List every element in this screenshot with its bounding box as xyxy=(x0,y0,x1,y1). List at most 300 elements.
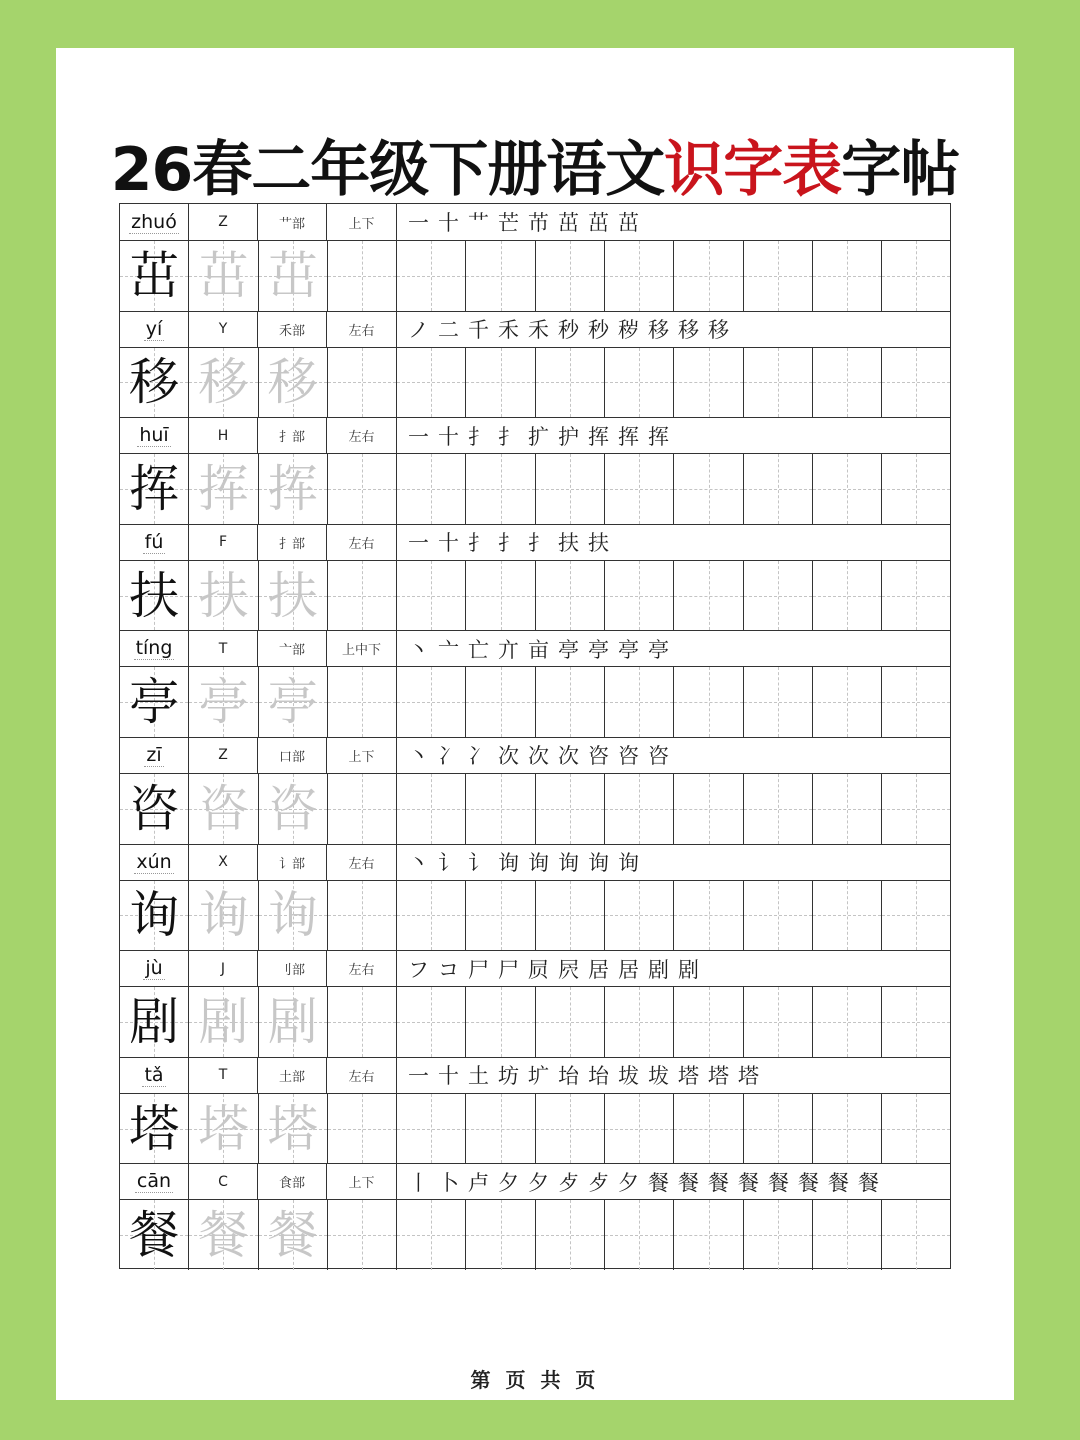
writing-box[interactable] xyxy=(328,561,397,631)
stroke-step: 圹 xyxy=(528,1064,549,1089)
writing-box[interactable] xyxy=(882,561,950,631)
pinyin-cell xyxy=(120,845,189,880)
writing-box[interactable] xyxy=(466,1094,535,1164)
trace-character: 咨 xyxy=(267,779,318,838)
writing-box[interactable] xyxy=(259,774,328,844)
radical-cell xyxy=(258,418,327,453)
writing-box[interactable] xyxy=(397,667,466,737)
letter-cell xyxy=(189,204,258,240)
radical-cell xyxy=(258,845,327,880)
stroke-step: 秒 xyxy=(558,318,579,343)
pinyin-cell xyxy=(120,312,189,347)
writing-box[interactable] xyxy=(605,454,674,524)
stroke-step: 土 xyxy=(468,1064,489,1089)
pinyin: jù xyxy=(145,957,163,980)
writing-box[interactable] xyxy=(813,774,882,844)
character-entry xyxy=(120,524,950,631)
writing-box[interactable] xyxy=(674,774,743,844)
radical: 刂部 xyxy=(278,963,305,979)
letter-cell xyxy=(189,1058,258,1093)
stroke-step: 塔 xyxy=(678,1064,699,1089)
stroke-step: 餐 xyxy=(738,1170,759,1195)
writing-box[interactable] xyxy=(882,987,950,1057)
stroke-order xyxy=(397,1164,950,1199)
writing-box[interactable] xyxy=(397,454,466,524)
stroke-step: 茁 xyxy=(588,211,609,235)
pinyin-cell xyxy=(120,418,189,453)
model-character: 咨 xyxy=(129,779,180,838)
writing-box[interactable] xyxy=(605,561,674,631)
stroke-step: 塔 xyxy=(708,1064,729,1089)
info-row xyxy=(120,311,950,348)
stroke-step: 塔 xyxy=(738,1064,759,1089)
writing-box[interactable] xyxy=(882,774,950,844)
pinyin-cell xyxy=(120,204,189,240)
pinyin: tíng xyxy=(135,637,173,660)
writing-box[interactable] xyxy=(882,1200,950,1270)
structure-cell xyxy=(327,845,397,880)
stroke-order xyxy=(397,631,950,666)
writing-box[interactable] xyxy=(259,348,328,418)
writing-box[interactable] xyxy=(259,881,328,951)
stroke-step: 禾 xyxy=(528,318,549,343)
writing-box[interactable] xyxy=(328,774,397,844)
writing-box[interactable] xyxy=(744,667,813,737)
stroke-step: 亩 xyxy=(528,637,549,662)
writing-row xyxy=(120,881,950,951)
stroke-order xyxy=(397,845,950,880)
stroke-step: 餐 xyxy=(798,1170,819,1195)
structure-cell xyxy=(327,631,397,666)
stroke-step: 移 xyxy=(678,318,699,343)
stroke-step: 扌 xyxy=(498,424,519,449)
writing-box[interactable] xyxy=(813,987,882,1057)
model-character: 扶 xyxy=(129,566,180,625)
structure-cell xyxy=(327,951,397,986)
trace-character: 扶 xyxy=(198,566,249,625)
stroke-step: 十 xyxy=(438,1064,459,1089)
writing-box[interactable] xyxy=(882,348,950,418)
writing-box[interactable] xyxy=(120,348,189,418)
title-highlight: 识字表 xyxy=(664,135,842,205)
writing-row xyxy=(120,348,950,418)
info-row xyxy=(120,950,950,987)
stroke-step: 次 xyxy=(498,744,519,769)
writing-box[interactable] xyxy=(328,454,397,524)
writing-box[interactable] xyxy=(536,881,605,951)
stroke-step: 扌 xyxy=(528,531,549,556)
trace-character: 茁 xyxy=(267,246,318,305)
info-row xyxy=(120,417,950,454)
writing-box[interactable] xyxy=(120,454,189,524)
stroke-step: 询 xyxy=(618,851,639,876)
writing-box[interactable] xyxy=(882,454,950,524)
writing-box[interactable] xyxy=(466,561,535,631)
stroke-step: 坺 xyxy=(618,1064,639,1089)
info-row xyxy=(120,737,950,774)
writing-row xyxy=(120,1200,950,1270)
writing-box[interactable] xyxy=(882,667,950,737)
writing-box[interactable] xyxy=(466,774,535,844)
info-row xyxy=(120,844,950,881)
writing-box[interactable] xyxy=(744,1200,813,1270)
writing-box[interactable] xyxy=(397,881,466,951)
writing-box[interactable] xyxy=(744,454,813,524)
writing-box[interactable] xyxy=(536,1094,605,1164)
radical: 扌部 xyxy=(278,536,305,552)
structure-cell xyxy=(327,204,397,240)
writing-box[interactable] xyxy=(674,667,743,737)
stroke-step: 坊 xyxy=(498,1064,519,1089)
pinyin-cell xyxy=(120,738,189,773)
stroke-order xyxy=(397,204,950,240)
initial-letter: Z xyxy=(218,214,228,230)
stroke-step: 艹 xyxy=(468,211,489,235)
radical: 禾部 xyxy=(278,323,305,339)
stroke-step: 禾 xyxy=(498,318,519,343)
character-entry xyxy=(120,417,950,524)
writing-box[interactable] xyxy=(259,667,328,737)
writing-box[interactable] xyxy=(120,774,189,844)
stroke-step: フ xyxy=(408,957,429,982)
stroke-step: 丶 xyxy=(408,637,429,662)
stroke-step: 歺 xyxy=(588,1170,609,1195)
writing-box[interactable] xyxy=(882,1094,950,1164)
writing-box[interactable] xyxy=(536,1200,605,1270)
writing-box[interactable] xyxy=(536,241,605,311)
stroke-step: 询 xyxy=(558,851,579,876)
writing-box[interactable] xyxy=(813,454,882,524)
writing-box[interactable] xyxy=(605,1094,674,1164)
stroke-step: 亭 xyxy=(618,637,639,662)
initial-letter: H xyxy=(217,427,229,444)
pinyin: cān xyxy=(136,1170,172,1193)
pinyin: huī xyxy=(139,424,169,447)
structure: 左右 xyxy=(348,430,375,446)
structure-cell xyxy=(327,1058,397,1093)
writing-box[interactable] xyxy=(189,987,258,1057)
writing-box[interactable] xyxy=(674,1200,743,1270)
writing-box[interactable] xyxy=(536,667,605,737)
writing-box[interactable] xyxy=(397,348,466,418)
trace-character: 扶 xyxy=(267,566,318,625)
stroke-step: 扶 xyxy=(588,531,609,556)
writing-box[interactable] xyxy=(189,1200,258,1270)
stroke-step: 秽 xyxy=(618,318,639,343)
pinyin: fú xyxy=(144,530,164,553)
stroke-step: 歺 xyxy=(558,1170,579,1195)
writing-box[interactable] xyxy=(259,241,328,311)
writing-box[interactable] xyxy=(120,987,189,1057)
writing-box[interactable] xyxy=(466,881,535,951)
initial-letter: C xyxy=(218,1173,228,1190)
writing-row xyxy=(120,1094,950,1164)
radical-cell xyxy=(258,1058,327,1093)
writing-box[interactable] xyxy=(536,348,605,418)
radical-cell xyxy=(258,525,327,560)
writing-box[interactable] xyxy=(882,881,950,951)
trace-character: 茁 xyxy=(198,246,249,305)
writing-box[interactable] xyxy=(674,241,743,311)
writing-box[interactable] xyxy=(189,774,258,844)
letter-cell xyxy=(189,951,258,986)
title-prefix: 26春二年级下册语文 xyxy=(110,135,665,205)
writing-box[interactable] xyxy=(605,1200,674,1270)
writing-box[interactable] xyxy=(744,348,813,418)
writing-box[interactable] xyxy=(744,1094,813,1164)
writing-box[interactable] xyxy=(813,241,882,311)
writing-box[interactable] xyxy=(466,987,535,1057)
stroke-step: 次 xyxy=(528,744,549,769)
title-suffix: 字帖 xyxy=(841,135,960,205)
stroke-step: 丶 xyxy=(408,744,429,769)
writing-box[interactable] xyxy=(536,774,605,844)
initial-letter: Y xyxy=(218,321,228,338)
stroke-step: 丨 xyxy=(408,1170,429,1195)
writing-box[interactable] xyxy=(744,774,813,844)
writing-box[interactable] xyxy=(397,774,466,844)
writing-row xyxy=(120,987,950,1057)
radical: 讠部 xyxy=(278,856,305,872)
writing-row xyxy=(120,774,950,844)
writing-box[interactable] xyxy=(674,348,743,418)
trace-character: 挥 xyxy=(198,459,249,518)
writing-box[interactable] xyxy=(397,1200,466,1270)
stroke-step: 屄 xyxy=(558,957,579,982)
initial-letter: T xyxy=(218,1067,228,1084)
writing-box[interactable] xyxy=(259,987,328,1057)
writing-row xyxy=(120,454,950,524)
structure-cell xyxy=(327,738,397,773)
model-character: 茁 xyxy=(129,246,180,305)
stroke-step: 咨 xyxy=(648,744,669,769)
stroke-step: 亭 xyxy=(648,637,669,662)
structure: 上下 xyxy=(348,216,375,232)
model-character: 塔 xyxy=(129,1099,180,1158)
writing-box[interactable] xyxy=(605,881,674,951)
trace-character: 餐 xyxy=(198,1206,249,1265)
stroke-step: 尸 xyxy=(468,957,489,982)
stroke-step: 坺 xyxy=(648,1064,669,1089)
writing-box[interactable] xyxy=(744,987,813,1057)
writing-box[interactable] xyxy=(813,348,882,418)
writing-box[interactable] xyxy=(813,881,882,951)
pinyin-cell xyxy=(120,951,189,986)
stroke-step: 亡 xyxy=(468,637,489,662)
structure-cell xyxy=(327,1164,397,1199)
character-entry xyxy=(120,311,950,418)
stroke-step: 亠 xyxy=(438,637,459,662)
writing-box[interactable] xyxy=(189,454,258,524)
writing-box[interactable] xyxy=(674,454,743,524)
stroke-step: 卜 xyxy=(438,1170,459,1195)
writing-box[interactable] xyxy=(397,561,466,631)
stroke-step: 芒 xyxy=(498,211,519,235)
writing-box[interactable] xyxy=(674,561,743,631)
structure: 左右 xyxy=(348,323,375,339)
character-entry xyxy=(120,1057,950,1164)
writing-row xyxy=(120,561,950,631)
radical-cell xyxy=(258,1164,327,1199)
stroke-step: 亭 xyxy=(558,637,579,662)
writing-box[interactable] xyxy=(328,987,397,1057)
writing-row xyxy=(120,241,950,311)
writing-box[interactable] xyxy=(536,454,605,524)
writing-box[interactable] xyxy=(189,561,258,631)
stroke-step: 讠 xyxy=(438,851,459,876)
stroke-step: 一 xyxy=(408,211,429,235)
writing-box[interactable] xyxy=(259,1094,328,1164)
writing-box[interactable] xyxy=(120,881,189,951)
writing-box[interactable] xyxy=(259,454,328,524)
letter-cell xyxy=(189,631,258,666)
stroke-step: 餐 xyxy=(678,1170,699,1195)
stroke-step: 询 xyxy=(588,851,609,876)
stroke-step: 茁 xyxy=(618,211,639,235)
character-entry xyxy=(120,950,950,1057)
writing-box[interactable] xyxy=(813,1094,882,1164)
radical: 口部 xyxy=(278,749,305,765)
radical-cell xyxy=(258,312,327,347)
writing-box[interactable] xyxy=(328,667,397,737)
stroke-step: 餐 xyxy=(858,1170,879,1195)
trace-character: 咨 xyxy=(198,779,249,838)
writing-box[interactable] xyxy=(259,1200,328,1270)
trace-character: 亭 xyxy=(267,673,318,732)
writing-box[interactable] xyxy=(189,348,258,418)
writing-box[interactable] xyxy=(397,987,466,1057)
stroke-step: 询 xyxy=(498,851,519,876)
writing-box[interactable] xyxy=(813,1200,882,1270)
writing-box[interactable] xyxy=(120,667,189,737)
writing-box[interactable] xyxy=(189,881,258,951)
pinyin-cell xyxy=(120,525,189,560)
stroke-step: 二 xyxy=(438,318,459,343)
writing-box[interactable] xyxy=(397,241,466,311)
character-entry xyxy=(120,630,950,737)
model-character: 剧 xyxy=(129,992,180,1051)
writing-box[interactable] xyxy=(744,561,813,631)
letter-cell xyxy=(189,418,258,453)
writing-box[interactable] xyxy=(328,1200,397,1270)
info-row xyxy=(120,1057,950,1094)
writing-box[interactable] xyxy=(189,241,258,311)
writing-box[interactable] xyxy=(466,667,535,737)
radical-cell xyxy=(258,204,327,240)
stroke-step: 护 xyxy=(558,424,579,449)
writing-box[interactable] xyxy=(605,348,674,418)
stroke-step: 扌 xyxy=(468,531,489,556)
writing-box[interactable] xyxy=(120,1200,189,1270)
model-character: 亭 xyxy=(129,673,180,732)
writing-box[interactable] xyxy=(328,1094,397,1164)
character-entry xyxy=(120,844,950,951)
writing-box[interactable] xyxy=(328,881,397,951)
stroke-step: 冫 xyxy=(438,744,459,769)
writing-box[interactable] xyxy=(397,1094,466,1164)
stroke-step: 移 xyxy=(708,318,729,343)
structure: 上下 xyxy=(348,1176,375,1192)
stroke-step: 茁 xyxy=(558,211,579,235)
writing-box[interactable] xyxy=(536,561,605,631)
trace-character: 挥 xyxy=(267,459,318,518)
trace-character: 询 xyxy=(267,886,318,945)
writing-box[interactable] xyxy=(605,241,674,311)
writing-box[interactable] xyxy=(328,241,397,311)
stroke-step: 夕 xyxy=(618,1170,639,1195)
initial-letter: T xyxy=(218,640,228,657)
info-row xyxy=(120,204,950,241)
writing-box[interactable] xyxy=(605,667,674,737)
stroke-step: 挥 xyxy=(588,424,609,449)
character-entry xyxy=(120,204,950,311)
stroke-step: 一 xyxy=(408,1064,429,1089)
stroke-step: 亭 xyxy=(588,637,609,662)
writing-box[interactable] xyxy=(744,241,813,311)
writing-box[interactable] xyxy=(813,561,882,631)
writing-box[interactable] xyxy=(744,881,813,951)
writing-box[interactable] xyxy=(189,667,258,737)
writing-box[interactable] xyxy=(674,881,743,951)
stroke-step: 餐 xyxy=(648,1170,669,1195)
stroke-order xyxy=(397,525,950,560)
stroke-step: 十 xyxy=(438,211,459,235)
stroke-step: 亣 xyxy=(498,637,519,662)
writing-row xyxy=(120,667,950,737)
initial-letter: Z xyxy=(218,747,228,764)
writing-box[interactable] xyxy=(466,241,535,311)
trace-character: 移 xyxy=(198,353,249,412)
stroke-step: 冫 xyxy=(468,744,489,769)
letter-cell xyxy=(189,845,258,880)
stroke-step: 扩 xyxy=(528,424,549,449)
stroke-step: 讠 xyxy=(468,851,489,876)
writing-box[interactable] xyxy=(882,241,950,311)
writing-box[interactable] xyxy=(466,454,535,524)
writing-box[interactable] xyxy=(536,987,605,1057)
writing-box[interactable] xyxy=(120,241,189,311)
pinyin-cell xyxy=(120,631,189,666)
pinyin-cell xyxy=(120,1164,189,1199)
stroke-step: 扌 xyxy=(468,424,489,449)
stroke-step: コ xyxy=(438,957,459,982)
trace-character: 塔 xyxy=(198,1099,249,1158)
stroke-step: 餐 xyxy=(708,1170,729,1195)
radical-cell xyxy=(258,631,327,666)
writing-box[interactable] xyxy=(189,1094,258,1164)
writing-box[interactable] xyxy=(605,987,674,1057)
writing-box[interactable] xyxy=(120,1094,189,1164)
stroke-step: 十 xyxy=(438,424,459,449)
writing-box[interactable] xyxy=(259,561,328,631)
writing-box[interactable] xyxy=(674,1094,743,1164)
writing-box[interactable] xyxy=(605,774,674,844)
page-title xyxy=(56,130,1014,210)
writing-box[interactable] xyxy=(813,667,882,737)
writing-box[interactable] xyxy=(466,1200,535,1270)
stroke-order xyxy=(397,738,950,773)
stroke-order xyxy=(397,1058,950,1093)
stroke-order xyxy=(397,951,950,986)
writing-box[interactable] xyxy=(674,987,743,1057)
stroke-step: 尸 xyxy=(498,957,519,982)
trace-character: 亭 xyxy=(198,673,249,732)
writing-box[interactable] xyxy=(466,348,535,418)
writing-box[interactable] xyxy=(120,561,189,631)
letter-cell xyxy=(189,525,258,560)
model-character: 移 xyxy=(129,353,180,412)
writing-box[interactable] xyxy=(328,348,397,418)
